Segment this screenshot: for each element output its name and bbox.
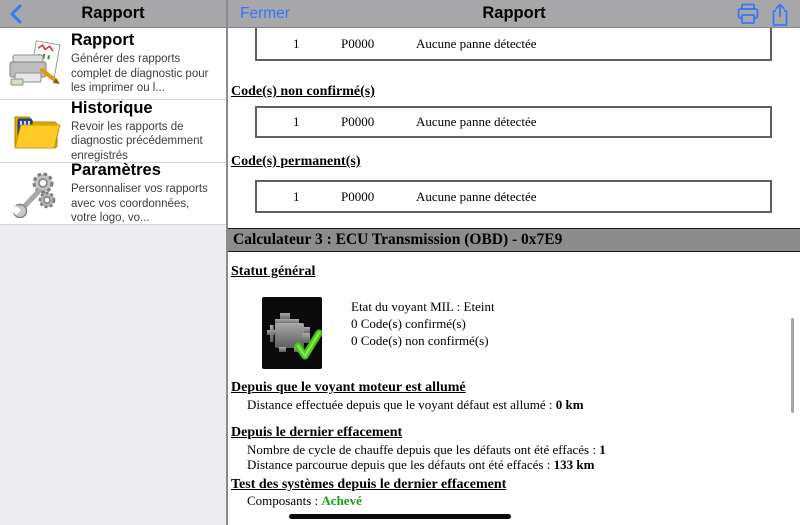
sidebar-item-rapport[interactable] <box>0 28 226 100</box>
status-line-confirmed: 0 Code(s) confirmé(s) <box>351 316 466 331</box>
dtc-code: P0000 <box>341 188 375 204</box>
sidebar-item-title: Rapport <box>71 31 135 50</box>
metric-value-achieved: Achevé <box>321 493 362 508</box>
metric-value: 1 <box>599 442 606 457</box>
home-indicator[interactable] <box>289 514 511 519</box>
mil-status-lines <box>351 298 495 349</box>
engine-mil-icon <box>262 297 322 369</box>
dtc-count: 1 <box>293 35 300 51</box>
scrollbar-thumb[interactable] <box>791 318 794 413</box>
metric-label: Distance effectuée depuis que le voyant défaut est allumé : <box>247 397 556 412</box>
dtc-description: Aucune panne détectée <box>416 188 537 204</box>
metric-distance-mil <box>247 397 584 413</box>
metric-distance-cleared <box>247 457 594 473</box>
print-button[interactable] <box>736 3 760 25</box>
printer-icon <box>736 3 760 25</box>
dtc-table-unconfirmed <box>255 106 772 138</box>
dtc-count: 1 <box>293 188 300 204</box>
share-icon <box>769 3 791 27</box>
report-nav-bar <box>228 0 800 28</box>
metric-components <box>247 493 362 509</box>
dtc-table-confirmed <box>255 28 772 61</box>
heading-since-mil-on: Depuis que le voyant moteur est allumé <box>231 380 466 395</box>
heading-system-tests: Test des systèmes depuis le dernier effacement <box>231 477 507 492</box>
metric-label: Distance parcourue depuis que les défauts ont été effacés : <box>247 457 554 472</box>
settings-gears-icon <box>8 170 64 218</box>
dtc-description: Aucune panne détectée <box>416 114 537 129</box>
sidebar <box>0 0 226 525</box>
dtc-code: P0000 <box>341 35 375 51</box>
split-view-divider <box>226 0 228 525</box>
history-folder-icon <box>8 108 64 154</box>
dtc-count: 1 <box>293 114 300 129</box>
metric-warmup-cycles <box>247 442 606 458</box>
sidebar-menu <box>0 28 226 225</box>
sidebar-item-subtitle: Générer des rapports complet de diagnostic pour les imprimer ou l... <box>71 53 209 95</box>
sidebar-item-historique[interactable] <box>0 100 226 163</box>
heading-general-status: Statut général <box>231 264 316 279</box>
heading-permanent-codes: Code(s) permanent(s) <box>231 154 361 169</box>
dtc-code: P0000 <box>341 114 375 129</box>
status-line-unconfirmed: 0 Code(s) non confirmé(s) <box>351 333 489 348</box>
share-button[interactable] <box>769 3 793 25</box>
sidebar-nav-bar <box>0 0 226 28</box>
report-panel <box>228 0 800 525</box>
sidebar-item-parametres[interactable] <box>0 163 226 225</box>
report-document <box>228 0 800 525</box>
metric-label: Composants : <box>247 493 322 508</box>
close-button[interactable]: Fermer <box>240 5 290 22</box>
heading-since-clear: Depuis le dernier effacement <box>231 425 403 440</box>
report-printer-icon <box>8 37 64 91</box>
sidebar-item-title: Historique <box>71 98 153 117</box>
status-line-mil: Etat du voyant MIL : Eteint <box>351 299 495 314</box>
sidebar-item-subtitle: Revoir les rapports de diagnostic précédemment enregistrés <box>71 120 203 162</box>
metric-value: 0 km <box>555 397 584 412</box>
dtc-table-permanent <box>255 180 772 213</box>
sidebar-title: Rapport <box>81 4 145 22</box>
metric-value: 133 km <box>553 457 595 472</box>
sidebar-item-title: Paramètres <box>71 161 161 180</box>
heading-unconfirmed-codes: Code(s) non confirmé(s) <box>231 84 375 99</box>
metric-label: Nombre de cycle de chauffe depuis que les défauts ont été effacés : <box>247 442 600 457</box>
report-title: Rapport <box>482 4 546 22</box>
dtc-description: Aucune panne détectée <box>416 35 537 51</box>
sidebar-item-subtitle: Personnaliser vos rapports avec vos coordonnées, votre logo, vo... <box>71 183 208 225</box>
ecu-section-banner: Calculateur 3 : ECU Transmission (OBD) - 0x7E9 <box>228 228 800 252</box>
